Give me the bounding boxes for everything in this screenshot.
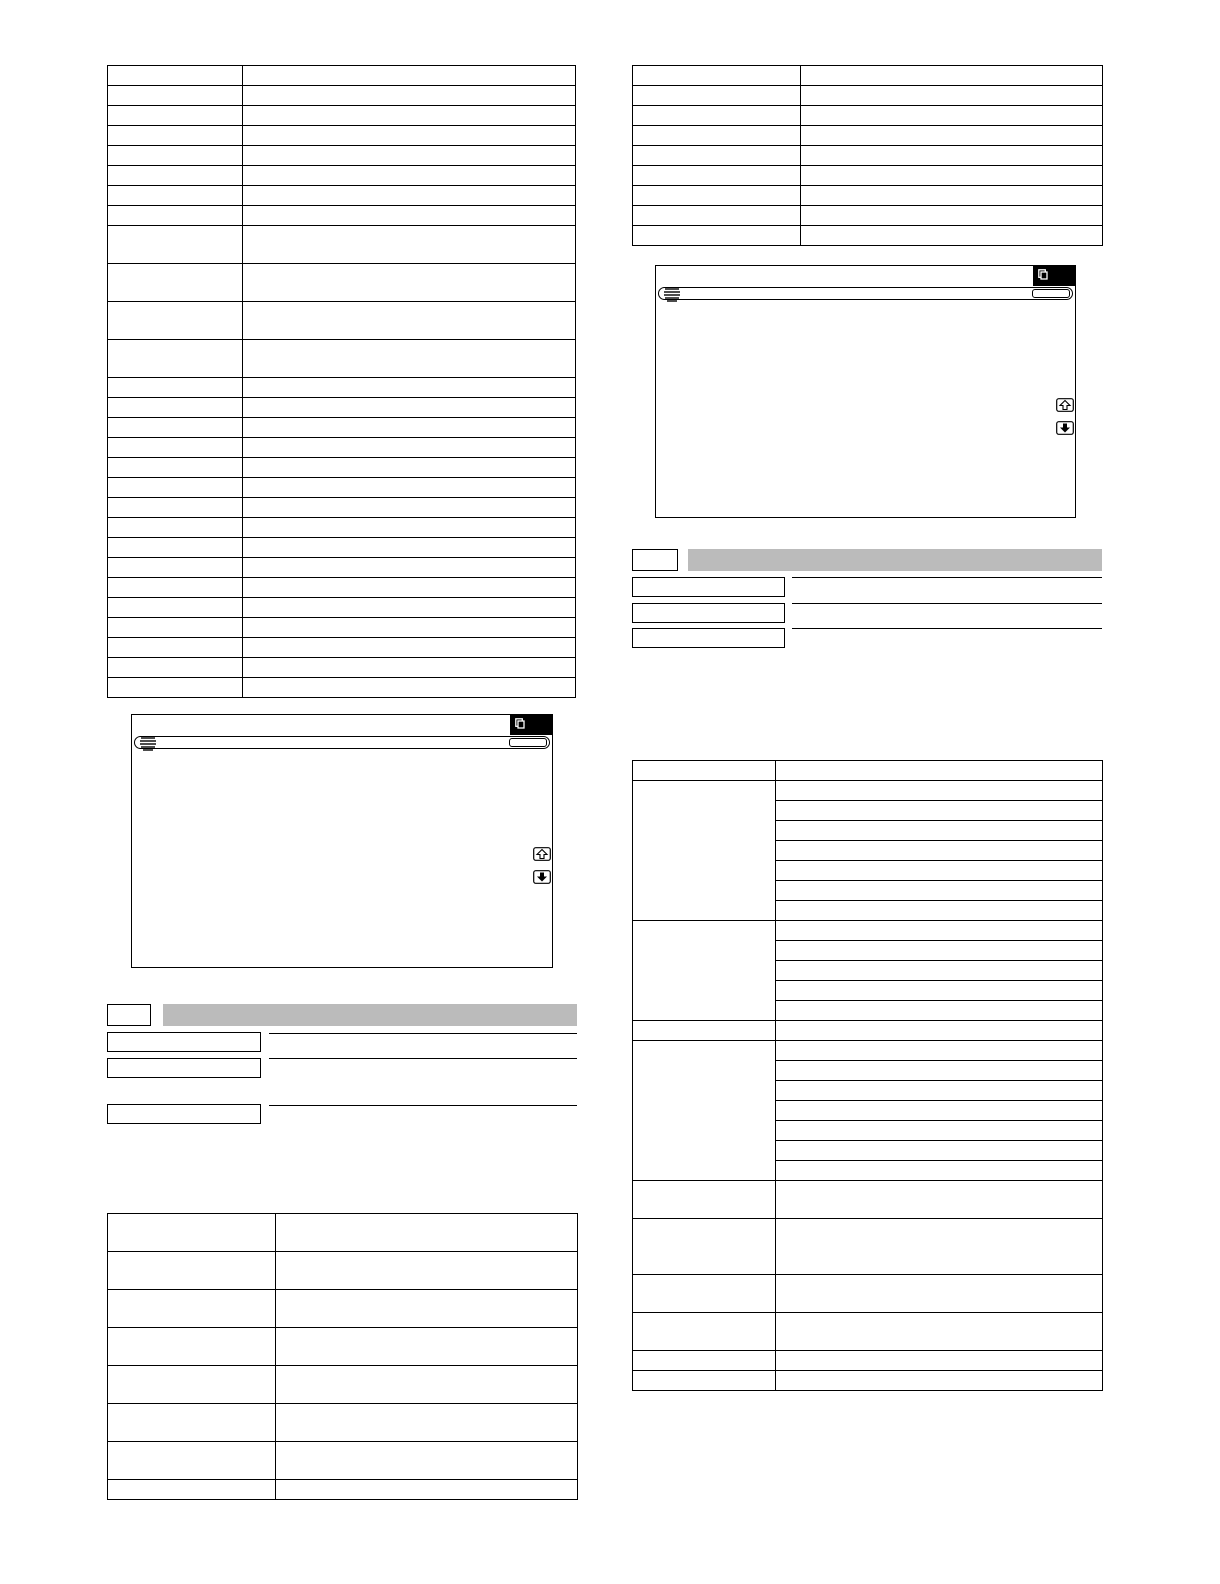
- table-cell-label: [108, 518, 243, 538]
- table-cell-value: [243, 618, 576, 638]
- table-cell-label: [633, 86, 801, 106]
- table-cell-value: [776, 1081, 1103, 1101]
- table-cell-value: [243, 458, 576, 478]
- table-cell-value: [276, 1328, 578, 1366]
- table-row: [633, 166, 1103, 186]
- table-row: [633, 1181, 1103, 1219]
- description-rule: [792, 603, 1102, 604]
- table-row: [108, 1480, 578, 1500]
- table-cell-value: [243, 302, 576, 340]
- table-cell-value: [243, 126, 576, 146]
- table-row: [108, 558, 576, 578]
- table-row: [108, 340, 576, 378]
- table-cell-label: [108, 398, 243, 418]
- table-cell-value: [776, 1041, 1103, 1061]
- table-cell-value: [776, 1181, 1103, 1219]
- table-cell-label: [108, 1290, 276, 1328]
- table-cell-value: [776, 861, 1103, 881]
- ok-button[interactable]: [1032, 289, 1070, 298]
- table-cell-value: [243, 378, 576, 398]
- table-row: [633, 146, 1103, 166]
- table-cell-value: [276, 1404, 578, 1442]
- table-cell-label: [108, 598, 243, 618]
- table-cell-label: [108, 302, 243, 340]
- table-row: [108, 458, 576, 478]
- table-row: [108, 438, 576, 458]
- copy-mode-indicator[interactable]: [510, 715, 552, 735]
- table-cell-value: [776, 801, 1103, 821]
- table-cell-label: [108, 1214, 276, 1252]
- key-item-3: [107, 1104, 261, 1124]
- table-cell-value: [776, 881, 1103, 901]
- table-row: [633, 1219, 1103, 1275]
- table-cell-value: [243, 106, 576, 126]
- table-row: [633, 1041, 1103, 1061]
- table-cell-label: [633, 186, 801, 206]
- table-cell-value: [243, 66, 576, 86]
- table-row: [108, 1214, 578, 1252]
- key-item-3: [632, 628, 785, 648]
- table-row: [633, 226, 1103, 246]
- table-cell-label: [108, 678, 243, 698]
- table-row: [633, 66, 1103, 86]
- table-cell-value: [776, 821, 1103, 841]
- table-cell-value: [801, 126, 1103, 146]
- table-cell-label: [633, 226, 801, 246]
- table-cell-label: [108, 638, 243, 658]
- copy-icon: [1038, 269, 1048, 280]
- table-cell-value: [776, 941, 1103, 961]
- key-item-2: [107, 1058, 261, 1078]
- table-cell-value: [243, 206, 576, 226]
- table-row: [108, 598, 576, 618]
- table-cell-label: [108, 186, 243, 206]
- key-item-1: [632, 577, 785, 597]
- table-cell-label: [108, 378, 243, 398]
- description-rule: [269, 1058, 577, 1059]
- table-cell-label: [108, 126, 243, 146]
- table-row: [108, 378, 576, 398]
- table-cell-label: [633, 781, 776, 921]
- table-cell-label: [633, 126, 801, 146]
- table-row: [108, 146, 576, 166]
- description-rule: [269, 1105, 577, 1106]
- table-cell-value: [776, 1275, 1103, 1313]
- table-cell-label: [108, 618, 243, 638]
- table-cell-value: [243, 398, 576, 418]
- table-cell-label: [108, 418, 243, 438]
- table-row: [108, 126, 576, 146]
- table-cell-value: [276, 1442, 578, 1480]
- section-tag: [632, 549, 678, 571]
- table-cell-value: [776, 1351, 1103, 1371]
- section-left: [107, 1004, 577, 1128]
- table-cell-value: [243, 598, 576, 618]
- table-row: [633, 921, 1103, 941]
- settings-table-left-top: [107, 65, 576, 698]
- table-cell-value: [776, 981, 1103, 1001]
- settings-table-right-bottom: [632, 760, 1103, 1391]
- table-row: [633, 1371, 1103, 1391]
- table-row: [108, 618, 576, 638]
- table-cell-label: [108, 1480, 276, 1500]
- table-cell-value: [243, 340, 576, 378]
- table-row: [108, 1442, 578, 1480]
- table-cell-value: [776, 1371, 1103, 1391]
- table-cell-label: [108, 166, 243, 186]
- table-cell-value: [801, 206, 1103, 226]
- settings-table-left-bottom: [107, 1213, 578, 1500]
- table-row: [108, 226, 576, 264]
- table-cell-label: [633, 1181, 776, 1219]
- table-cell-value: [243, 166, 576, 186]
- table-cell-label: [108, 458, 243, 478]
- table-cell-label: [633, 1219, 776, 1275]
- table-row: [108, 1328, 578, 1366]
- copy-mode-indicator[interactable]: [1033, 266, 1075, 286]
- table-cell-value: [243, 186, 576, 206]
- table-cell-label: [633, 921, 776, 1021]
- settings-table-right-top: [632, 65, 1103, 246]
- table-cell-value: [801, 226, 1103, 246]
- table-cell-label: [633, 166, 801, 186]
- table-cell-value: [243, 146, 576, 166]
- table-row: [633, 126, 1103, 146]
- table-cell-value: [801, 66, 1103, 86]
- table-cell-label: [108, 1404, 276, 1442]
- table-cell-value: [243, 658, 576, 678]
- table-cell-label: [108, 226, 243, 264]
- table-row: [108, 638, 576, 658]
- table-cell-label: [108, 558, 243, 578]
- table-cell-value: [801, 106, 1103, 126]
- table-cell-label: [108, 478, 243, 498]
- table-cell-value: [801, 146, 1103, 166]
- table-cell-value: [243, 538, 576, 558]
- table-row: [633, 106, 1103, 126]
- table-row: [108, 1290, 578, 1328]
- lcd-screen-panel-left: [131, 714, 553, 968]
- arrow-down-icon[interactable]: [1056, 421, 1074, 435]
- table-cell-label: [633, 1313, 776, 1351]
- table-cell-label: [108, 538, 243, 558]
- table-row: [108, 166, 576, 186]
- description-rule: [269, 1033, 577, 1034]
- table-cell-value: [243, 264, 576, 302]
- description-rule: [792, 577, 1102, 578]
- table-row: [108, 498, 576, 518]
- table-cell-value: [776, 1141, 1103, 1161]
- table-cell-value: [801, 186, 1103, 206]
- table-row: [633, 86, 1103, 106]
- table-cell-value: [776, 1021, 1103, 1041]
- table-cell-value: [276, 1366, 578, 1404]
- table-cell-label: [633, 66, 801, 86]
- table-cell-value: [776, 1219, 1103, 1275]
- table-cell-label: [633, 1371, 776, 1391]
- table-row: [108, 578, 576, 598]
- menu-lines-icon: [139, 735, 157, 751]
- table-cell-value: [776, 1121, 1103, 1141]
- table-cell-value: [776, 1061, 1103, 1081]
- table-row: [633, 206, 1103, 226]
- table-cell-value: [276, 1252, 578, 1290]
- table-row: [108, 418, 576, 438]
- table-cell-value: [243, 418, 576, 438]
- table-row: [108, 1252, 578, 1290]
- table-cell-value: [243, 558, 576, 578]
- table-cell-label: [108, 578, 243, 598]
- table-row: [633, 1351, 1103, 1371]
- table-row: [108, 186, 576, 206]
- section-heading-band: [163, 1004, 577, 1026]
- table-cell-value: [776, 921, 1103, 941]
- table-cell-value: [243, 438, 576, 458]
- table-cell-label: [108, 1328, 276, 1366]
- table-cell-label: [108, 1366, 276, 1404]
- table-cell-value: [243, 86, 576, 106]
- table-row: [633, 1021, 1103, 1041]
- table-row: [108, 86, 576, 106]
- table-cell-value: [276, 1214, 578, 1252]
- table-row: [633, 761, 1103, 781]
- table-cell-value: [776, 1001, 1103, 1021]
- table-row: [108, 678, 576, 698]
- table-cell-value: [776, 901, 1103, 921]
- table-cell-value: [776, 1313, 1103, 1351]
- table-row: [108, 398, 576, 418]
- table-row: [108, 478, 576, 498]
- section-tag: [107, 1004, 151, 1026]
- lcd-screen-panel-right: [655, 265, 1076, 518]
- table-cell-label: [108, 106, 243, 126]
- screen-title: [132, 715, 552, 735]
- arrow-up-icon[interactable]: [1056, 398, 1074, 412]
- section-right: [632, 549, 1102, 651]
- table-row: [633, 186, 1103, 206]
- table-cell-value: [243, 578, 576, 598]
- table-cell-label: [108, 340, 243, 378]
- table-cell-value: [243, 678, 576, 698]
- table-row: [108, 106, 576, 126]
- table-cell-value: [776, 1101, 1103, 1121]
- copy-icon: [515, 718, 525, 729]
- arrow-down-icon[interactable]: [533, 870, 551, 884]
- table-cell-label: [108, 1442, 276, 1480]
- table-cell-label: [633, 1351, 776, 1371]
- table-cell-label: [633, 1041, 776, 1181]
- table-cell-label: [108, 438, 243, 458]
- setting-selector-bar[interactable]: [134, 736, 550, 749]
- table-cell-value: [776, 761, 1103, 781]
- table-cell-label: [108, 66, 243, 86]
- arrow-up-icon[interactable]: [533, 847, 551, 861]
- table-cell-label: [633, 206, 801, 226]
- table-row: [108, 264, 576, 302]
- table-row: [633, 1313, 1103, 1351]
- table-cell-value: [776, 961, 1103, 981]
- table-cell-label: [108, 498, 243, 518]
- table-row: [108, 658, 576, 678]
- table-row: [108, 1404, 578, 1442]
- setting-selector-bar[interactable]: [658, 287, 1073, 300]
- table-cell-value: [801, 166, 1103, 186]
- table-cell-label: [108, 146, 243, 166]
- table-cell-label: [108, 1252, 276, 1290]
- table-cell-value: [243, 226, 576, 264]
- table-cell-value: [776, 841, 1103, 861]
- table-cell-value: [276, 1290, 578, 1328]
- table-cell-label: [633, 1021, 776, 1041]
- description-rule: [792, 628, 1102, 629]
- table-row: [108, 302, 576, 340]
- table-row: [108, 206, 576, 226]
- table-cell-label: [633, 146, 801, 166]
- table-cell-label: [633, 1275, 776, 1313]
- table-cell-label: [633, 106, 801, 126]
- key-item-1: [107, 1032, 261, 1052]
- table-row: [108, 66, 576, 86]
- table-cell-label: [633, 761, 776, 781]
- table-row: [108, 518, 576, 538]
- ok-button[interactable]: [509, 738, 547, 747]
- table-cell-value: [276, 1480, 578, 1500]
- screen-title: [656, 266, 1075, 286]
- key-item-2: [632, 603, 785, 623]
- table-row: [633, 1275, 1103, 1313]
- table-cell-value: [243, 518, 576, 538]
- table-row: [108, 538, 576, 558]
- table-cell-label: [108, 264, 243, 302]
- table-cell-label: [108, 206, 243, 226]
- menu-lines-icon: [663, 286, 681, 302]
- table-cell-value: [243, 498, 576, 518]
- table-row: [633, 781, 1103, 801]
- table-cell-value: [801, 86, 1103, 106]
- table-cell-value: [243, 638, 576, 658]
- table-cell-value: [776, 1161, 1103, 1181]
- section-heading-band: [688, 549, 1102, 571]
- table-cell-label: [108, 86, 243, 106]
- table-cell-value: [243, 478, 576, 498]
- table-row: [108, 1366, 578, 1404]
- table-cell-label: [108, 658, 243, 678]
- table-cell-value: [776, 781, 1103, 801]
